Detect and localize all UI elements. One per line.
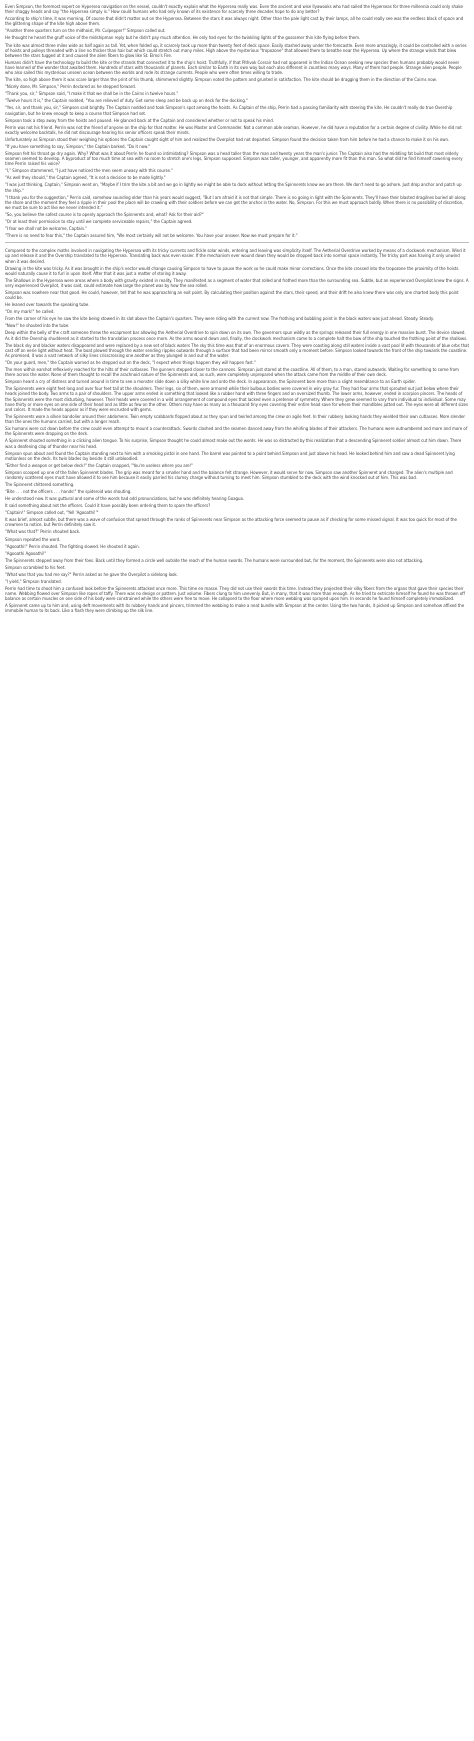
story-paragraph: "As well they should," the Captain agreed, "It is not a decision to be made lightly."	[5, 175, 166, 181]
section-divider	[5, 242, 469, 243]
story-paragraph: "Agooathi!" Perrin shouted. The fighting slowed. He shouted it again.	[5, 543, 140, 549]
story-paragraph: "Nicely done, Mr. Simpson," Perrin declared as he stepped forward.	[5, 84, 136, 90]
story-paragraph: "Another three quarters turn on the midhoist, Mr. Culpepper!" Simpson called out.	[5, 28, 166, 34]
story-paragraph: "So, you believe the safest course is to openly approach the Spinnerets and, what? Ask for their aid?"	[5, 211, 204, 217]
story-paragraph: He leaned over towards the speaking tube.	[5, 302, 90, 308]
story-paragraph: Humans didn't have the technology to build the kite or the strands that connected it to the ship's hoist. Truthfully, if that Pithvok Corsair had not appeared in the Indian Ocean seeking new species then humans probably would never have learned of the wonder that awaited them. Hundreds of stars with thousands of planets. Each similar to Earth in its own way but each also different in countless many ways. Many of them had people. Strange alien people. People who also sailed this mysterious unseen ocean between the worlds and rode its strange currents. People who were often times willing to trade.	[5, 59, 462, 76]
story-paragraph: According to ship's time, it was morning. Of course that didn't matter out on the Hypersea. Between the stars it was always night. Other than the pale light cast by their lamps, all he could really see was the endless black of space and the glittering shape of the kite high above them.	[5, 16, 464, 27]
story-paragraph: A Spinneret shouted something in a clicking alien tongue. To his surprise, Simpson thought he could almost make out the words. He was so distracted by this realization that a descending Spinneret soldier almost cut him down. There was a deafening clap of thunder near his head.	[5, 438, 462, 449]
story-paragraph: He understood now. It was guttural and some of the words had odd pronunciations, but he was definitely hearing Goagua.	[5, 496, 245, 502]
story-paragraph: "Bite . . . not the officers . . . hands!" the spideroid was shouting.	[5, 489, 132, 495]
story-paragraph: Unfortunately as Simpson stood their weighing his options the Captain caught sight of him and realized the Overpilot had not departed. Simpson found the decision taken from him before he had a chance to make it on his own.	[5, 136, 450, 142]
story-paragraph: "On your guard, men," the Captain warned as he stepped out on the deck, "I expect when things happen they will happen fast."	[5, 359, 256, 365]
story-paragraph: The black sky and blacker waters disappeared and were replaced by a new set of black waters The sky this time was that of an enormous cavern. They were coasting along still waters inside a vast pool lit with thousands of blue orbs that cast off an eerie light without heat. The boat plowed through the water sending ripples outwards through a surface that had been mirror smooth only a moment before. Simpson looked towards the front of the ship towards the coastline. As promised, it was a vast network of silky lines crisscrossing one another as they plunged in and out of the water.	[5, 342, 469, 358]
story-section-two	[5, 248, 469, 613]
story-paragraph: The Spinnerets were eight feet long and over four feet tall at the shoulders. Their legs, six of them, were armored while their bulbous bodies were covered in wiry gray fur. They had four arms that sprouted out just below where their heads joined the body. Two arms to a pair of shoulders. The upper arms ended in something that looked like a rubber hand with three fingers and an oversized thumb. The lower arms, however, ended in scorpion pincers. The heads of the Spinnerets were the most disturbing, however. Their heads were covered in a wild arrangement of compound eyes that lacked even a pretense of symmetry. Where they grew seemed to vary from individual to individual. Some may have thirty or more eyes on one side of their head and as little as few on the other. Others may have as many as a thousand tiny eyes covering their entire head save for where their mandibles jutted out. The eyes were all different sizes and colors. It made the heads appear as if they were encrusted with gems.	[5, 386, 468, 412]
story-paragraph: "Either find a weapon or get below deck!" the Captain snapped, "You're useless where you are!"	[5, 462, 193, 468]
story-paragraph: It was brief, almost subtle, but there was a wave of confusion that spread through the ranks of Spinnerets near Simpson as the attacking force seemed to pause as if checking for some missed signal. It was too quick for most of the crewmen to notice, but Perrin definitely saw it.	[5, 517, 457, 528]
story-paragraph: "Or at least their permission to stay until we complete serviceable repairs," the Captain agreed.	[5, 219, 193, 225]
story-paragraph: Drawing in the kite was tricky. As it was brought in the ship's vector would change causing Simpson to have to pause the work so he could make minor corrections. Once the kite crossed into the tropozone the proximity of the hoists would naturally cause it to furl in upon itself. After that it was just a matter of storing it away.	[5, 265, 459, 276]
story-paragraph: "I was just thinking, Captain," Simpson went on, "Maybe if I trim the kite a bit and we go in lightly we might be able to dock without letting the Spinnerets know we are there. We don't need to go ashore. Just drop anchor and patch up the ship."	[5, 182, 462, 193]
story-paragraph: The Shallows in the Hypersea were areas where a body with gravity existed in reality. They manifested as a segment of water that rolled and frothed more than the surrounding sea. Subtle, but an experienced Overpilot knew the signs. A very experienced Overpilot, it was said, could estimate how large the planet was by how the sea rolled.	[5, 277, 469, 288]
story-paragraph: Simpson scooped up one of the fallen Spinneret blades. The grip was meant for a smaller hand and the balance felt strange. However, it would serve for now. Simpson saw another Spinneret and charged. The alien's multiple and randomly scattered eyes must have allowed it to see him because it easily parried his clumsy charge without turning to meet him. Simpson stumbled to the deck with the wind knocked out of him. This was bad.	[5, 469, 453, 480]
story-paragraph: "Twelve hours it is," the Captain nodded, "You are relieved of duty. Get some sleep and be back up on deck for the docking."	[5, 98, 248, 104]
story-paragraph: "I," Simpson stammered, "I just have noticed the men seem uneasy with this course."	[5, 168, 173, 174]
story-paragraph: "On my mark!" he called.	[5, 309, 55, 315]
story-paragraph: "There is no need to fear this," the Captain assured him, "We most certainly will not be welcome. You have your answer. Now we must prepare for it."	[5, 233, 298, 239]
story-paragraph: A Spinneret came up to him and, using deft movements with its rubbery hands and pincers, trimmed the webbing to make a neat bundle with Simpson at the center. Using the two hands, it picked up Simpson and somehow affixed the immobile human to its back. Like a flash they were climbing up the silk line.	[5, 603, 465, 614]
story-paragraph: "I fear we shall not be welcome, Captain."	[5, 226, 88, 232]
story-paragraph: The Spinneret chittered something.	[5, 482, 75, 488]
story-paragraph: "I yield," Simpson translated.	[5, 578, 62, 584]
story-paragraph: "Thank you, sir," Simpson said, "I make it that we shall be in the Cairns in twelve hours."	[5, 91, 179, 97]
story-paragraph: Simpson took a step away from the hoists and paused. He glanced back at the Captain and considered whether or not to speak his mind.	[5, 117, 274, 123]
story-paragraph: The kite, so high above them it was scare larger than the print of his thumb, shimmered slightly. Simpson noted the pattern and grunted in satisfaction. The kite should be dragging them in the direction of the Cairns now.	[5, 77, 437, 83]
story-paragraph: Simpson spun about and found the Captain standing next to him with a smoking pistol in one hand. The barrel was pointed to a point behind Simpson and just above his head. He looked behind him and saw a dead Spinneret lying motionless on the deck. Its twin blades lay beside it still unbloodied.	[5, 450, 455, 461]
story-paragraph: Six humans were cut down before the crew could even attempt to mount a counterattack. Swords clashed and the seamen danced away from the whirling blades of their attackers. The humans were outnumbered and more and more of the Spinnerets were dropping on the deck.	[5, 426, 468, 437]
story-paragraph: The kite was almost three miles wide as half again as tall. Yet, when folded up, it scarcely took up more than twenty feet of deck space. Easily stashed away under the forecastle. Even more amazingly, it could be controlled with a series of hoists and pulleys threaded with a line no thicker than hair but which could stretch out many miles. High above the mysterious "tropozone" that allowed them to breathe near the Hypersea. Up where the strange winds that blew between the stars tugged at it and caused the alien fibers to glow like St. Elmo's Fire.	[5, 42, 467, 58]
story-paragraph: "Captain!" Simpson called out, "Yell 'Agooathi!'"	[5, 510, 99, 516]
story-paragraph: Even Simpson, the foremost expert on Hypersea navigation on the vessel, couldn't exactly explain what the Hypersea really was. Even the ancient and wise Ilyawooks who had sailed the Hyperseas for three millennia could only shake their shaggy heads and say "the Hypersea simply is." How could humans who had only known of its existence for scarcely three decades hope to do any better?	[5, 4, 463, 15]
story-paragraph: "I thank you for the suggestion," Perrin said, somehow sounding older than his years would suggest, "But I am afraid it is not that simple. There is no going in light with the Spinnerets. They'll have their blasted dragilnes buried all along the shore and the moment they feel a ripple in their pool the place will be crawling with their soldiers before we can get the anchor in the water. No, Simpson. For this we must approach boldly. When there is no possibility of discretion, we must be sure to act like we never intended it."	[5, 194, 466, 210]
story-paragraph: Compared to the complex maths involved in navigating the Hypersea with its tricky currents and fickle solar winds, entering and leaving was simplicity itself. The Aetherial Overdrive worked by means of a clockwork mechanism. Wind it up and release it and the Overship translated to the Hypersea. Translating back was even easier. If the mechanism ever wound down they would be dropped back into normal space instantly. The tricky part was having it only unwind when it was desired.	[5, 248, 466, 264]
story-paragraph: Perrin was not his friend. Perrin was not the friend of anyone on the ship for that matter. He was Master and Commander. Not a common able seaman. However, he did have a reputation for a certain degree of civility. While he did not exactly welcome backtalk, he did not discourage hearing his senior officers speak their minds.	[5, 124, 462, 135]
story-paragraph: "Yes, sir, and thank you, sir," Simpson said brightly. The Captain nodded and took Simpson's spot among the hoists. As Captain of the ship, Perrin had a passing familiarity with steering the kite. He couldn't really do true Overship navigation, but he knew enough to keep a course that Simpson had set.	[5, 105, 453, 116]
story-paragraph: From the corner of his eye he saw the kite being stowed in its slot above the Captain's quarters. They were riding with the current now. The frothing and bubbling point in the black waters was just ahead. Steady. Steady.	[5, 316, 434, 322]
story-paragraph: The men within earshot reflexively reached for the hilts of their cutlasses. The gunners stepped closer to the cannons. Simpson just stared at the coastline. All of them, to a man, stared outwards. Waiting for something to come from there across the water. None of them thought to recall the arachnoid nature of the Spinnerets and, as such, were completely unprepared when the attack came from the middle of their own deck.	[5, 367, 459, 378]
story-paragraph: Simpson was nowhere near that good. He could, however, tell that he was approaching an exit point. By calculating their position against the stars, their speed, and their drift he also knew there was only one charted body this point could be.	[5, 290, 459, 301]
story-paragraph: "What was that?" Perrin shouted back.	[5, 529, 81, 535]
story-paragraph: "Agooathi Agooathi!"	[5, 550, 47, 556]
story-paragraph: He thought he heard the gruff voice of the midshipman reply but he didn't pay much attention. He only had eyes for the twinkling lights of the gossamer thin kite flying before them.	[5, 35, 361, 41]
story-document	[0, 0, 474, 614]
story-paragraph: The Spinnerets stepped away from their foes. Back until they formed a circle well outside the reach of the human swords. The humans were surrounded but, for the moment, the Spinnerets were also not attacking.	[5, 557, 424, 563]
story-paragraph: Perrin had time to shoot him a confused look before the Spinnerets attacked once more. This time en masse. They did not use their swords this time. Instead they projected their silky fibers from the organs that gave their species their name. Webbing flowed over Simpson like ropes of taffy. There was no design or pattern. Just volume. Fibers clung to him unevenly. But, in many, that it was more than enough. As he tried to extricate himself he found he was thrown off balance as certain muscles on one side of his body were constrained while the others were free to move. He collapsed to the floor where more webbing was sprayed upon him. In seconds he found himself completely immobilized.	[5, 585, 465, 602]
story-section-one	[5, 4, 469, 238]
story-paragraph: "Now!" he shouted into the tube.	[5, 323, 70, 329]
story-paragraph: "What was that you had me say?" Perrin asked as he gave the Overpilot a sidelong look.	[5, 571, 178, 577]
story-paragraph: Deep within the belly of the craft someone threw the escapment bar allowing the Aetherial Overdrive to spin down on its own. The governors spun wildly as the springs released their full energy in one massive burst. The device slowed. As it did the Overship shuddered as it started to the translation process once more. As the arms wound down and, finally, the clockwork mechanism came to a complete halt the bow of the ship touched the frothing point of the shallows.	[5, 330, 468, 341]
story-paragraph: "If you have something to say, Simpson," the Captain barked, "Do it now."	[5, 143, 150, 149]
story-paragraph: Simpson scrambled to his feet.	[5, 564, 66, 570]
story-paragraph: The Spinnerets wore a silken bandolier around their abdomens. Twin empty scabbards flopped about as they spun and twirled among the crew on agile feet. In their rubbery looking hands they wielded their own cutlasses. More slender than the ones the humans carried, but with a longer reach.	[5, 413, 466, 425]
story-paragraph: It said something about not the officers. Could it have possibly been ordering them to spare the officers?	[5, 503, 211, 509]
story-paragraph: Simpson heard a cry of distress and turned around in time to see a monster slide down a silky white line and onto the deck. In appearance, the Spinneret bore more than a slight resemblance to an Earth spider.	[5, 379, 416, 385]
story-paragraph: Simpson felt his throat go dry again. Why? What was it about Perrin he found so intimidating? Simpson was a head taller than the man and twenty years the man's junior. The Captain also had the middling fat build that most elderly seamen seemed to develop. A byproduct of too much time at sea with no room to stretch one's legs, Simpson supposed. Simpson was taller, younger, and apparently more fit than this man. So what did he find himself cowering every time Perrin raised his voice?	[5, 150, 463, 167]
story-paragraph: Simpson repeated the word.	[5, 536, 61, 542]
